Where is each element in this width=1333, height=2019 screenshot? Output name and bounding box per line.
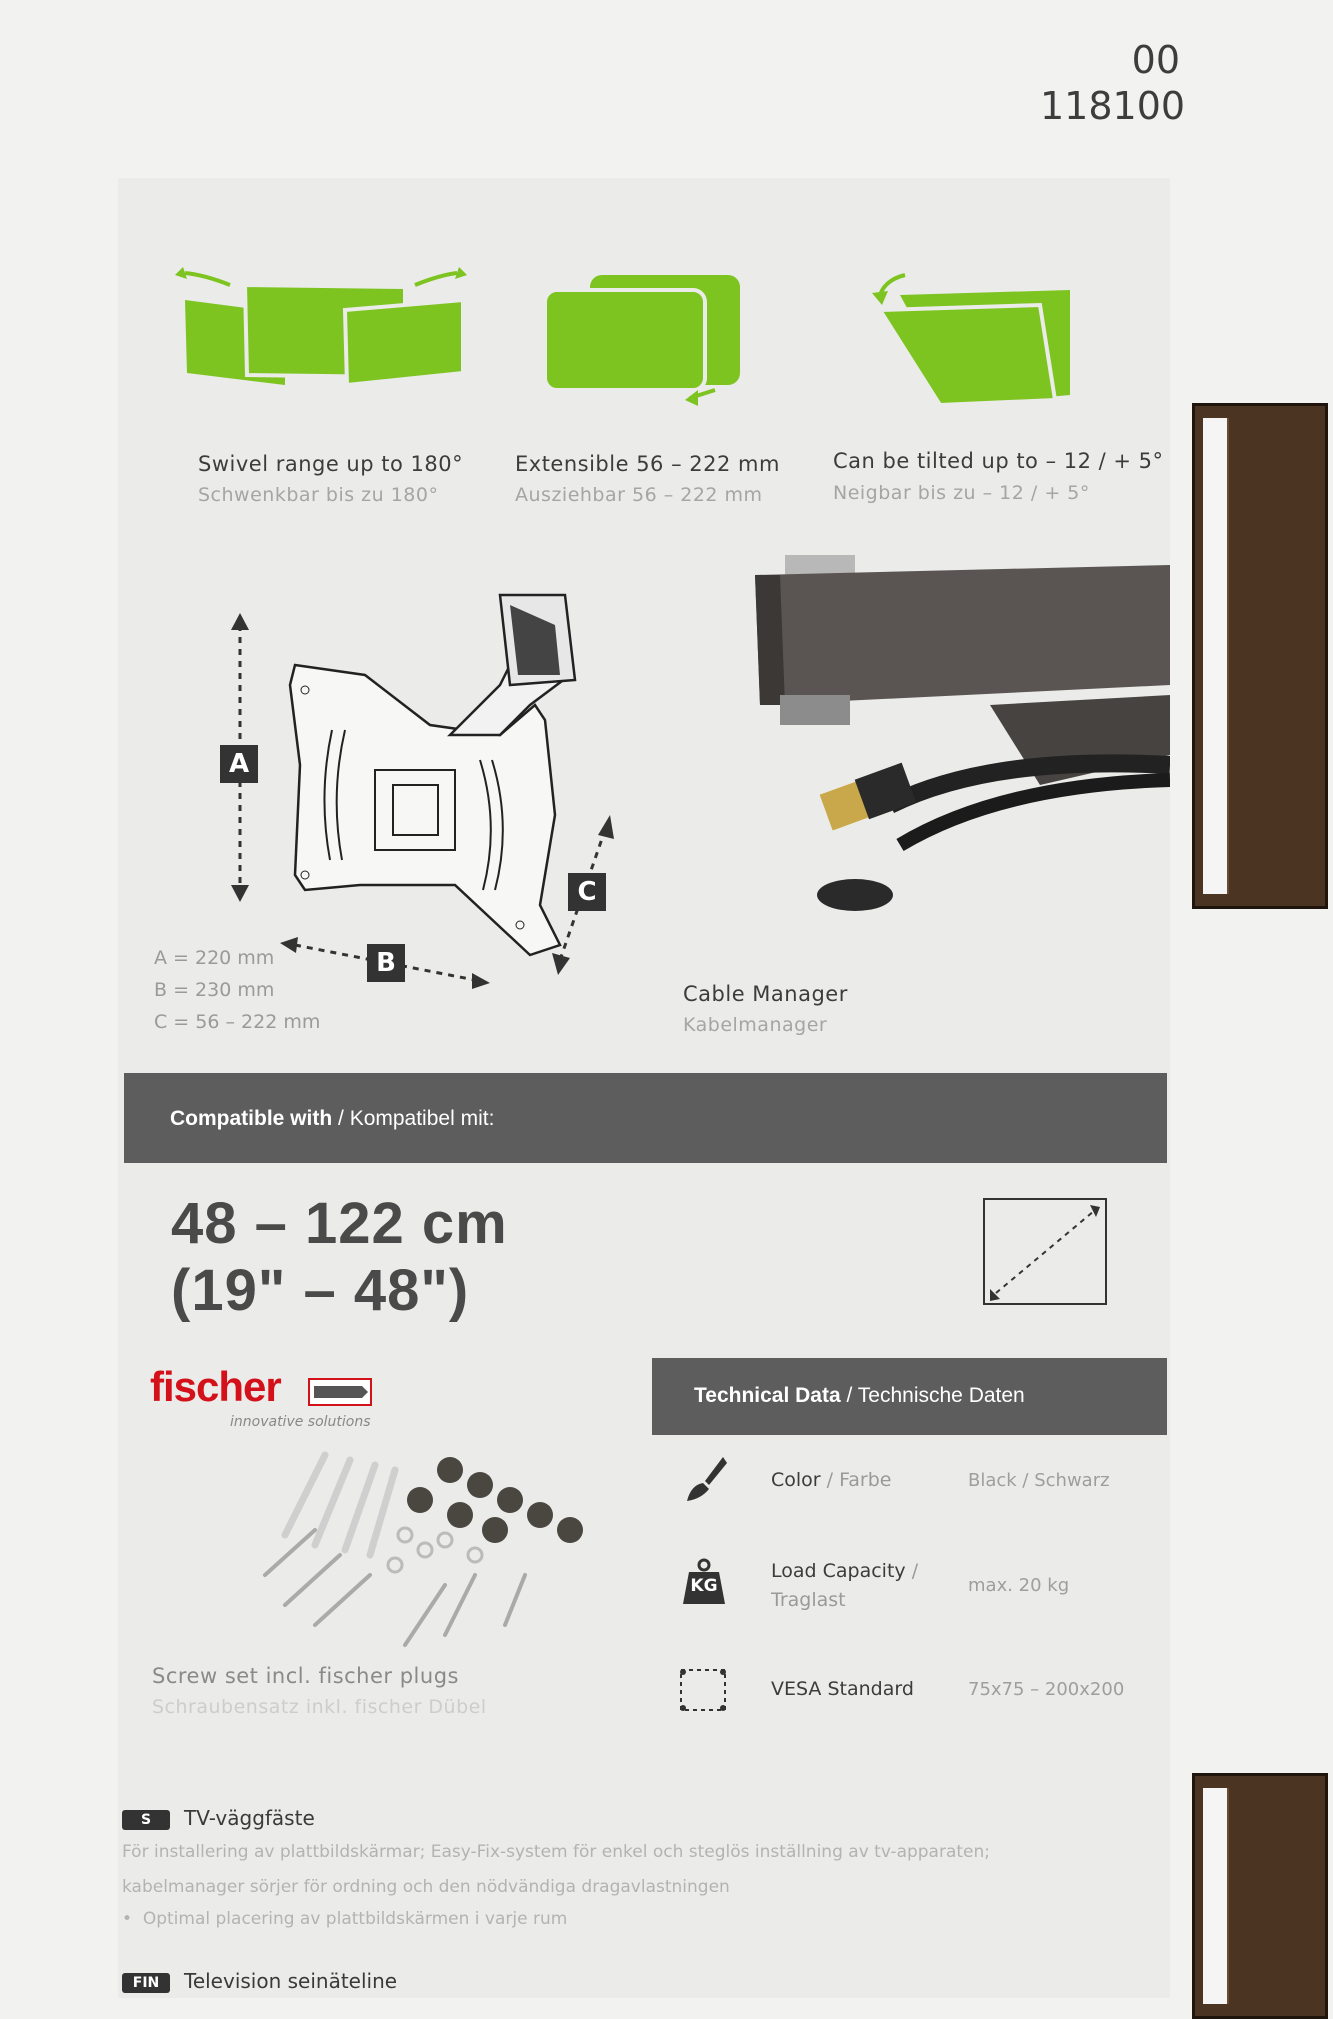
part-number-line1: 00	[1131, 38, 1180, 82]
section-swedish-line2: kabelmanager sörjer för ordning och den nödvändiga dragavlastningen	[122, 1877, 730, 1897]
dimension-a-text: A = 220 mm	[154, 947, 275, 969]
vesa-icon	[677, 1666, 729, 1714]
part-number-line2: 118100	[1040, 84, 1186, 128]
size-cm: 48 – 122 cm	[171, 1191, 508, 1256]
wall-mount-diagram	[200, 585, 620, 995]
screw-set-caption-en: Screw set incl. fischer plugs	[152, 1664, 459, 1688]
compatible-bar: Compatible with / Kompatibel mit:	[124, 1073, 1167, 1163]
color-label: Color / Farbe	[771, 1469, 892, 1491]
technical-title-en: Technical Data	[694, 1384, 841, 1407]
vesa-label: VESA Standard	[771, 1678, 914, 1700]
compatible-label-de: Kompatibel mit:	[349, 1107, 495, 1130]
cable-manager-photo	[740, 555, 1170, 915]
color-value: Black / Schwarz	[968, 1470, 1110, 1491]
feature-extensible-en: Extensible 56 – 222 mm	[515, 452, 780, 476]
section-swedish-bullet: • Optimal placering av plattbildskärmen i varje rum	[122, 1909, 568, 1929]
section-swedish-line1: För installering av plattbildskärmar; Easy-Fix-system för enkel och steglös inställning av tv-apparaten;	[122, 1842, 991, 1862]
feature-swivel-en: Swivel range up to 180°	[198, 452, 464, 476]
dimension-a-badge: A	[220, 745, 258, 783]
screw-set-caption-de: Schraubensatz inkl. fischer Dübel	[152, 1696, 487, 1718]
dimension-c-text: C = 56 – 222 mm	[154, 1011, 321, 1033]
language-badge-fin: FIN	[122, 1973, 170, 1993]
fischer-dowel-logo-icon	[308, 1378, 372, 1406]
load-capacity-value: max. 20 kg	[968, 1575, 1070, 1596]
brush-icon	[683, 1455, 728, 1505]
weight-kg-label: KG	[690, 1576, 718, 1596]
load-capacity-label: Load Capacity /	[771, 1560, 919, 1582]
dimension-b-text: B = 230 mm	[154, 979, 275, 1001]
fischer-logo: fischer	[150, 1363, 281, 1410]
compatible-label-en: Compatible with	[170, 1107, 333, 1130]
binder-clip-bottom	[1192, 1773, 1328, 2019]
screen-diagonal-icon	[980, 1195, 1115, 1310]
load-capacity-label-de: Traglast	[771, 1589, 846, 1611]
tilt-icon	[860, 265, 1080, 415]
swivel-icon	[175, 265, 475, 400]
screw-set-photo	[245, 1435, 605, 1665]
section-finnish-heading: FIN Television seinäteline	[122, 1969, 397, 1993]
vesa-value: 75x75 – 200x200	[968, 1679, 1125, 1700]
feature-swivel-de: Schwenkbar bis zu 180°	[198, 484, 439, 506]
cable-manager-de: Kabelmanager	[683, 1014, 828, 1036]
dimension-b-badge: B	[367, 944, 405, 982]
extend-icon	[540, 270, 750, 420]
fischer-tagline: innovative solutions	[230, 1414, 371, 1430]
technical-title-de: Technische Daten	[857, 1384, 1025, 1407]
cable-manager-en: Cable Manager	[683, 982, 848, 1006]
dimension-c-badge: C	[568, 873, 606, 911]
section-swedish-heading: S TV-väggfäste	[122, 1806, 315, 1830]
feature-tilt-en: Can be tilted up to – 12 / + 5°	[833, 449, 1164, 473]
technical-data-bar: Technical Data / Technische Daten	[652, 1358, 1167, 1435]
feature-tilt-de: Neigbar bis zu – 12 / + 5°	[833, 482, 1090, 504]
binder-clip-top	[1192, 403, 1328, 909]
size-inch: (19" – 48")	[171, 1258, 470, 1323]
feature-extensible-de: Ausziehbar 56 – 222 mm	[515, 484, 763, 506]
language-badge-s: S	[122, 1810, 170, 1830]
